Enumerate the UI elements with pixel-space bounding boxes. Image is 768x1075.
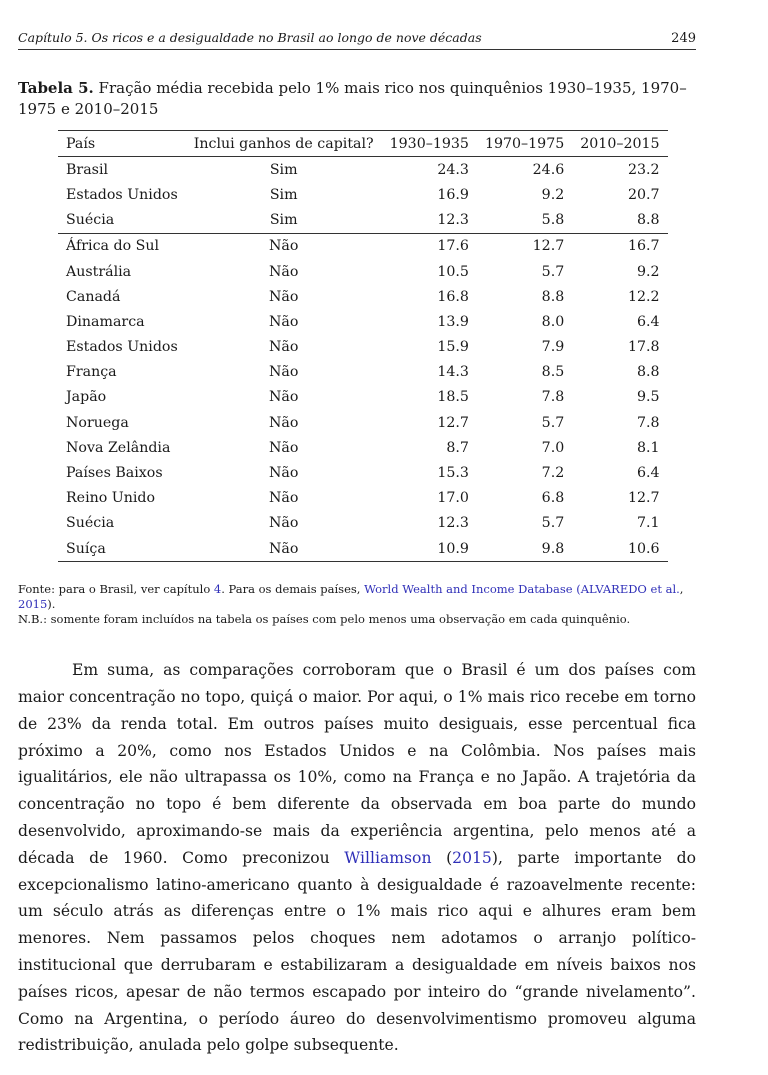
- cell-country: Japão: [66, 389, 107, 406]
- database-link[interactable]: World Wealth and Income Database: [364, 582, 573, 597]
- cell-1970-1975: 7.9: [541, 339, 565, 356]
- chapter-title: Capítulo 5. Os ricos e a desigualdade no Brasil ao longo de nove décadas: [18, 30, 482, 45]
- cell-country: África do Sul: [66, 238, 160, 255]
- cell-1970-1975: 6.8: [541, 490, 565, 507]
- cell-2010-2015: 10.6: [627, 540, 660, 557]
- table-row: [58, 410, 668, 435]
- cell-country: Austrália: [66, 263, 132, 280]
- cell-2010-2015: 20.7: [627, 186, 660, 203]
- table-row: [58, 335, 668, 360]
- table-row: [58, 233, 668, 259]
- cell-country: Nova Zelândia: [66, 439, 171, 456]
- cell-1970-1975: 9.2: [541, 186, 565, 203]
- table-row: [58, 284, 668, 309]
- cell-1930-1935: 17.6: [437, 238, 469, 255]
- williamson-year-link[interactable]: 2015: [452, 848, 492, 867]
- table-body-without-capital-gains: [58, 233, 668, 561]
- cell-1930-1935: 24.3: [437, 161, 469, 178]
- cell-country: Países Baixos: [66, 465, 163, 482]
- cell-1970-1975: 7.0: [541, 439, 565, 456]
- cell-1930-1935: 18.5: [437, 389, 469, 406]
- cell-country: Estados Unidos: [66, 186, 178, 203]
- cell-capital-gains: Não: [268, 389, 299, 406]
- cell-2010-2015: 12.2: [627, 288, 660, 305]
- cell-2010-2015: 7.1: [636, 515, 660, 532]
- running-header: [18, 30, 696, 50]
- cell-1970-1975: 8.8: [541, 288, 565, 305]
- cell-country: Brasil: [66, 161, 109, 178]
- chapter-reference-link[interactable]: 4: [213, 582, 222, 597]
- citation-paren: ): [491, 848, 498, 867]
- cell-2010-2015: 6.4: [636, 465, 660, 482]
- citation-paren: (: [431, 848, 453, 867]
- cell-1930-1935: 10.9: [437, 540, 469, 557]
- source-note-text: . Para os demais países,: [221, 582, 365, 597]
- table-header-row: [58, 131, 668, 157]
- cell-country: Suíça: [66, 540, 106, 557]
- cell-1930-1935: 17.0: [437, 490, 469, 507]
- cell-1930-1935: 12.7: [437, 414, 469, 431]
- cell-1930-1935: 8.7: [446, 439, 469, 456]
- cell-capital-gains: Não: [268, 238, 299, 255]
- cell-capital-gains: Não: [268, 288, 299, 305]
- table-row: [58, 511, 668, 536]
- table-row: [58, 182, 668, 207]
- nb-note: N.B.: somente foram incluídos na tabela os países com pelo menos uma observação em cada quinquênio.: [18, 612, 631, 627]
- cell-1970-1975: 5.7: [541, 515, 565, 532]
- cell-1970-1975: 12.7: [532, 238, 565, 255]
- cell-country: Dinamarca: [66, 313, 145, 330]
- table-caption: [18, 78, 696, 120]
- citation-paren: ).: [47, 597, 56, 612]
- table-caption-text: Fração média recebida pelo 1% mais rico nos quinquênios 1930–1935, 1970–1975 e 2010–2015: [18, 79, 687, 118]
- table-row: [58, 460, 668, 485]
- cell-1930-1935: 14.3: [437, 364, 469, 381]
- cell-1930-1935: 10.5: [437, 263, 469, 280]
- table-row: [58, 208, 668, 234]
- body-paragraph: [18, 657, 696, 1059]
- cell-1930-1935: 16.9: [437, 186, 469, 203]
- source-note: [18, 582, 696, 612]
- cell-2010-2015: 8.1: [636, 439, 660, 456]
- cell-country: Reino Unido: [66, 490, 156, 507]
- cell-country: Noruega: [66, 414, 129, 431]
- cell-capital-gains: Não: [268, 465, 299, 482]
- cell-capital-gains: Não: [268, 263, 299, 280]
- cell-1970-1975: 5.7: [541, 414, 565, 431]
- page: [18, 30, 696, 1075]
- body-text: , parte importante do excepcionalismo latino-americano quanto à desigualdade é razoavelmente recente: um século atrás as diferenças entre o 1% mais rico aqui e alhures eram bem menores. Nem passamos pelos choques nem adotamos o arranjo político-institucional que derrubaram e estabilizaram a desigualdade em níveis baixos nos países ricos, apesar de não termos escapado por inteiro do “grande nivelamento”. Como na Argentina, o período áureo do desenvolvimentismo promoveu alguma redistribuição, anulada pelo golpe subsequente.: [18, 848, 696, 1055]
- table-row: [58, 385, 668, 410]
- cell-country: Suécia: [66, 515, 115, 532]
- cell-2010-2015: 9.5: [636, 389, 660, 406]
- table-row: [58, 435, 668, 460]
- cell-1970-1975: 8.0: [541, 313, 565, 330]
- cell-2010-2015: 9.2: [636, 263, 660, 280]
- citation-separator: ,: [679, 582, 684, 597]
- cell-1970-1975: 5.8: [541, 212, 565, 229]
- cell-2010-2015: 16.7: [627, 238, 660, 255]
- table-notes: [18, 582, 696, 627]
- citation-year-link[interactable]: 2015: [18, 597, 48, 612]
- cell-capital-gains: Não: [268, 414, 299, 431]
- cell-country: Canadá: [66, 288, 121, 305]
- cell-capital-gains: Não: [268, 540, 299, 557]
- cell-2010-2015: 12.7: [627, 490, 660, 507]
- cell-1970-1975: 8.5: [541, 364, 565, 381]
- cell-country: Estados Unidos: [66, 339, 178, 356]
- cell-1970-1975: 24.6: [532, 161, 565, 178]
- table-row: [58, 360, 668, 385]
- cell-2010-2015: 6.4: [636, 313, 660, 330]
- table-row: [58, 536, 668, 562]
- data-table: [58, 130, 668, 562]
- cell-1970-1975: 7.8: [541, 389, 565, 406]
- table-row: [58, 157, 668, 183]
- cell-capital-gains: Não: [268, 439, 299, 456]
- cell-2010-2015: 8.8: [636, 364, 660, 381]
- cell-1930-1935: 16.8: [437, 288, 469, 305]
- cell-2010-2015: 23.2: [627, 161, 660, 178]
- cell-capital-gains: Não: [268, 339, 299, 356]
- table-body-with-capital-gains: [58, 157, 668, 234]
- cell-capital-gains: Não: [268, 313, 299, 330]
- cell-1970-1975: 7.2: [541, 465, 565, 482]
- cell-country: Suécia: [66, 212, 115, 229]
- cell-2010-2015: 17.8: [627, 339, 660, 356]
- cell-capital-gains: Não: [268, 515, 299, 532]
- source-note-text: Fonte: para o Brasil, ver capítulo: [18, 582, 214, 597]
- page-number: 249: [671, 31, 696, 46]
- cell-capital-gains: Sim: [269, 186, 298, 203]
- table-row: [58, 486, 668, 511]
- cell-1970-1975: 5.7: [541, 263, 565, 280]
- cell-2010-2015: 8.8: [636, 212, 660, 229]
- cell-country: França: [66, 364, 117, 381]
- column-header-country: País: [66, 135, 96, 152]
- cell-1930-1935: 12.3: [437, 515, 469, 532]
- column-header-1970-1975: 1970–1975: [484, 135, 565, 152]
- cell-1970-1975: 9.8: [541, 540, 565, 557]
- cell-2010-2015: 7.8: [636, 414, 660, 431]
- table-row: [58, 309, 668, 334]
- table-row: [58, 259, 668, 284]
- cell-capital-gains: Sim: [269, 212, 298, 229]
- cell-1930-1935: 15.3: [437, 465, 469, 482]
- williamson-citation-link[interactable]: Williamson: [344, 848, 432, 867]
- citation-paren: (: [572, 582, 581, 597]
- cell-capital-gains: Não: [268, 490, 299, 507]
- cell-1930-1935: 13.9: [437, 313, 469, 330]
- body-text: Em suma, as comparações corroboram que o Brasil é um dos países com maior concentração no topo, quiçá o maior. Por aqui, o 1% mais rico recebe em torno de 23% da renda total. Em outros países muito desiguais, esse percentual fica próximo a 20%, como nos Estados Unidos e na Colômbia. Nos países mais igualitários, ele não ultrapassa os 10%, como na França e no Japão. A trajetória da concentração no topo é bem diferente da observada em boa parte do mundo desenvolvido, aproximando-se mais da experiência argentina, pelo menos até a década de 1960. Como preconizou: [18, 661, 696, 867]
- cell-1930-1935: 12.3: [437, 212, 469, 229]
- cell-1930-1935: 15.9: [437, 339, 469, 356]
- citation-author-link[interactable]: ALVAREDO et al.: [580, 582, 680, 597]
- cell-capital-gains: Sim: [269, 161, 298, 178]
- column-header-capital-gains: Inclui ganhos de capital?: [193, 135, 374, 152]
- column-header-2010-2015: 2010–2015: [580, 135, 660, 152]
- cell-capital-gains: Não: [268, 364, 299, 381]
- column-header-1930-1935: 1930–1935: [389, 135, 469, 152]
- table-caption-label: Tabela 5.: [18, 79, 94, 97]
